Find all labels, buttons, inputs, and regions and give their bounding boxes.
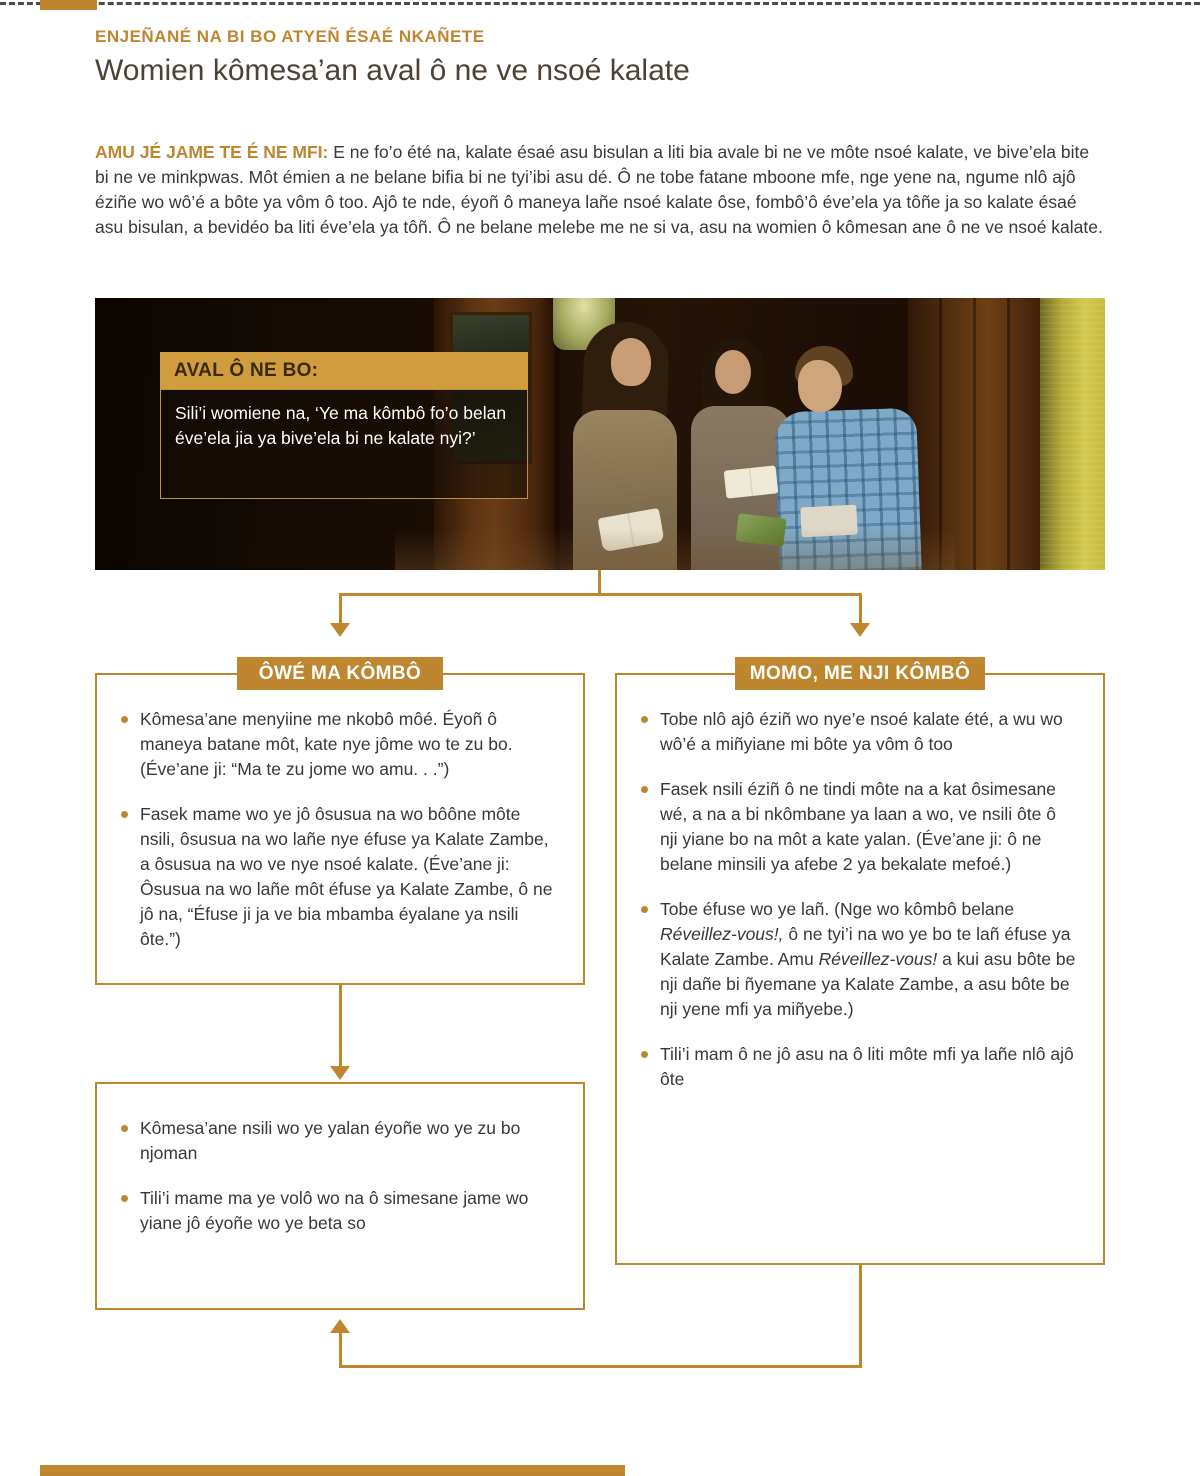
intro-paragraph xyxy=(95,140,1105,240)
list-item xyxy=(121,707,557,782)
flow-box-no xyxy=(615,673,1105,1265)
list-item xyxy=(641,1042,1077,1092)
connector-bottom-horizontal xyxy=(339,1365,862,1368)
section-kicker: ENJEÑANÉ NA BI BO ATYEÑ ÉSAÉ NKAÑETE xyxy=(95,27,485,46)
bullet-icon xyxy=(121,716,128,723)
list-item-text: Tobe éfuse wo ye lañ. (Nge wo kômbô belane Réveillez-vous!, ô ne tyi’i na wo ye bo te lañ éfuse ya Kalate Zambe. Amu Réveillez-vous! a kui asu bôte be nji dañe bi ñyemane ya Kalate Zambe, a asu bôte be nji yene mfi ya miñyebe.) xyxy=(660,899,1076,1019)
top-dashed-divider xyxy=(0,2,1200,5)
result-bullet-list xyxy=(121,1116,557,1236)
connector-left-drop xyxy=(339,593,342,624)
bottom-accent-bar xyxy=(40,1465,625,1476)
list-item-text: Tili’i mame ma ye volô wo na ô simesane jame wo yiane jô éyoñe wo ye beta so xyxy=(140,1188,529,1233)
bullet-icon xyxy=(641,716,648,723)
connector-left-to-result xyxy=(339,985,342,1067)
woman-1-face xyxy=(611,338,651,386)
yes-bullet-list xyxy=(121,707,557,952)
list-item xyxy=(641,897,1077,1022)
intro-lead: AMU JÉ JAME TE É NE MFI: xyxy=(95,142,329,162)
connector-horizontal-split xyxy=(339,593,862,596)
flow-box-yes xyxy=(95,673,585,985)
photo-yellow-wall xyxy=(1040,298,1105,570)
list-item-text: Kômesa’ane nsili wo ye yalan éyoñe wo ye zu bo njoman xyxy=(140,1118,521,1163)
arrow-down-icon xyxy=(330,623,350,637)
intro-body: E ne fo’o été na, kalate ésaé asu bisulan a liti bia avale bi ne ve môte nsoé kalate, ve bive’ela bite bi ne ve minkpwas. Môt émien a ne belane bifia bi ne tyi’ibi asu dé. Ô ne tobe fatane mboone mfe, nge yene na, ngume nlô ajô éziñe wo wô’é a bôte ya vôm ô too. Ajô te nde, éyoñ ô maneya lañe nsoé kalate ôse, fombô’ô éve’ela ya tôñe ja so kalate ésaé asu bisulan, a bevidéo ba liti éve’ela ya tôñ. Ô ne belane melebe me ne si va, asu na womien ô kômesan ane ô ne ve nsoé kalate. xyxy=(95,142,1103,237)
photo-callout-question: Sili’i womiene na, ‘Ye ma kômbô fo’o belan éve’ela jia ya bive’ela bi ne kalate nyi?’ xyxy=(160,389,528,499)
connector-right-drop xyxy=(859,593,862,624)
list-item xyxy=(641,777,1077,877)
arrow-down-icon xyxy=(850,623,870,637)
list-item xyxy=(121,802,557,952)
arrow-up-icon xyxy=(330,1319,350,1333)
connector-right-down xyxy=(859,1263,862,1368)
photo-illustration xyxy=(95,298,1105,570)
flow-box-result xyxy=(95,1082,585,1310)
list-item xyxy=(641,707,1077,757)
bullet-icon xyxy=(121,1195,128,1202)
list-item-text: Tili’i mam ô ne jô asu na ô liti môte mfi ya lañe nlô ajô ôte xyxy=(660,1044,1074,1089)
bullet-icon xyxy=(121,811,128,818)
list-item xyxy=(121,1186,557,1236)
photo-floor-shadow xyxy=(395,528,955,570)
white-book xyxy=(724,465,779,498)
list-item-text: Tobe nlô ajô éziñ wo nye’e nsoé kalate été, a wu wo wô’é a miñyiane mi bôte ya vôm ô too xyxy=(660,709,1063,754)
bullet-icon xyxy=(641,1051,648,1058)
bullet-icon xyxy=(641,786,648,793)
page-title: Womien kômesa’an aval ô ne ve nsoé kalate xyxy=(95,54,690,87)
bullet-icon xyxy=(641,906,648,913)
list-item xyxy=(121,1116,557,1166)
man-face xyxy=(798,360,842,412)
woman-2-face xyxy=(715,350,751,394)
list-item-text: Kômesa’ane menyiine me nkobô môé. Éyoñ ô maneya batane môt, kate nye jôme wo te zu bo. (Éve’ane ji: “Ma te zu jome wo amu. . .”) xyxy=(140,709,513,779)
photo-callout-header: AVAL Ô NE BO: xyxy=(160,352,528,389)
flow-box-no-header: MOMO, ME NJI KÔMBÔ xyxy=(735,657,985,690)
list-item-text: Fasek nsili éziñ ô ne tindi môte na a kat ôsimesane wé, a na a bi nkômbane ya laan a wo, ve nsili ôte ô nji yiane bo na môt a kate yalan. (Éve’ane ji: ô ne belane minsili ya afebe 2 ya bekalate mefoé.) xyxy=(660,779,1056,874)
arrow-down-icon xyxy=(330,1066,350,1080)
list-item-text: Fasek mame wo ye jô ôsusua na wo bôône môte nsili, ôsusua na wo lañe nye éfuse ya Kalate Zambe, a ôsusua na wo ve nye nsoé kalate. (Éve’ane ji: Ôsusua na wo lañe môt éfuse ya Kalate Zambe, ô ne jô na, “Éfuse ji ja ve bia mbamba éyalane ya nsili ôte.”) xyxy=(140,804,553,949)
connector-up-to-result xyxy=(339,1333,342,1367)
bullet-icon xyxy=(121,1125,128,1132)
flow-box-yes-header: ÔWÉ MA KÔMBÔ xyxy=(237,657,443,690)
top-left-accent-block xyxy=(40,0,97,10)
no-bullet-list xyxy=(641,707,1077,1092)
